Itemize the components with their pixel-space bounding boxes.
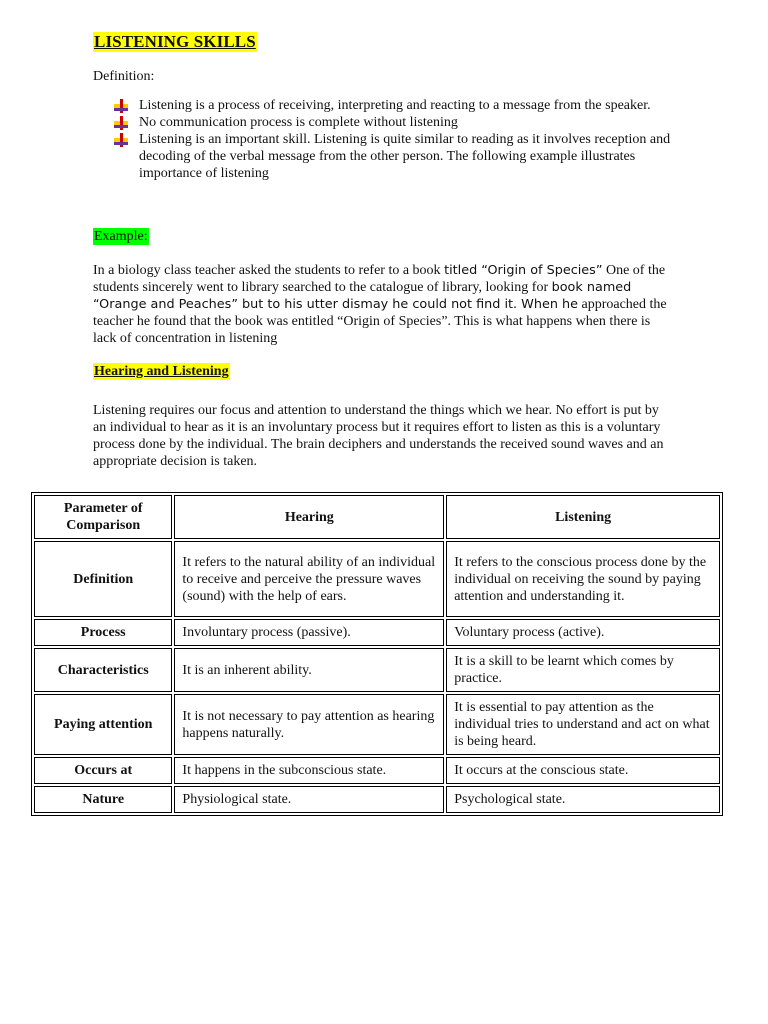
table-row — [34, 648, 720, 692]
table-parameter-cell: Process — [34, 619, 172, 646]
table-cell: Psychological state. — [446, 786, 720, 813]
table-header-row — [34, 495, 720, 539]
hearing-listening-paragraph: Listening requires our focus and attention to understand the things which we hear. No effort is put by an individual to hear as it is an involuntary process but it requires effort to listen as this is a voluntary process done by the individual. The brain deciphers and understands the received sound waves and an appropriate decision is taken. — [93, 403, 664, 469]
definition-label: Definition: — [93, 69, 155, 84]
example-text: approached the teacher he found that the book was entitled “Origin of Species”. This is what happens when there is lack of concentration in listening — [93, 297, 667, 346]
table-cell: Voluntary process (active). — [446, 619, 720, 646]
example-text-book-named: book named “Orange and Peaches” but to his utter dismay he could not find it — [93, 280, 632, 312]
table-cell: It is an inherent ability. — [174, 648, 444, 692]
table-parameter-cell: Nature — [34, 786, 172, 813]
table-row — [34, 757, 720, 784]
table-parameter-cell: Occurs at — [34, 757, 172, 784]
table-cell: It refers to the natural ability of an individual to receive and perceive the pressure waves (sound) with the help of ears. — [174, 541, 444, 617]
example-label: Example: — [94, 229, 148, 244]
table-row — [34, 786, 720, 813]
colored-cross-bullet-icon — [114, 99, 128, 113]
example-text: In a biology class teacher asked the students to refer to a book — [93, 263, 445, 278]
table-cell: It happens in the subconscious state. — [174, 757, 444, 784]
table-cell: It refers to the conscious process done by the individual on receiving the sound by paying attention and understanding it. — [446, 541, 720, 617]
list-item-text: Listening is a process of receiving, interpreting and reacting to a message from the speaker. — [139, 98, 651, 113]
example-paragraph — [93, 262, 668, 347]
definition-list — [114, 97, 674, 182]
table-cell: Physiological state. — [174, 786, 444, 813]
table-parameter-cell: Paying attention — [34, 694, 172, 755]
table-cell: Involuntary process (passive). — [174, 619, 444, 646]
example-text-when-he: . When he — [513, 297, 578, 312]
list-item-text: Listening is an important skill. Listening is quite similar to reading as it involves reception and decoding of the verbal message from the other person. The following example illustrates importance of listening — [139, 132, 671, 181]
table-cell: It occurs at the conscious state. — [446, 757, 720, 784]
table-cell: It is not necessary to pay attention as hearing happens naturally. — [174, 694, 444, 755]
colored-cross-bullet-icon — [114, 133, 128, 147]
page-title: LISTENING SKILLS — [94, 32, 256, 51]
table-parameter-cell: Definition — [34, 541, 172, 617]
table-cell: It is essential to pay attention as the individual tries to understand and act on what is being heard. — [446, 694, 720, 755]
table-parameter-cell: Characteristics — [34, 648, 172, 692]
list-item — [114, 114, 674, 131]
example-text: One of the students sincerely went to library searched to the catalogue of library, looking for — [93, 263, 666, 295]
table-header-cell: Parameter of Comparison — [34, 495, 172, 539]
table-cell: It is a skill to be learnt which comes by practice. — [446, 648, 720, 692]
colored-cross-bullet-icon — [114, 116, 128, 130]
comparison-table — [31, 492, 723, 816]
table-row — [34, 541, 720, 617]
list-item-text: No communication process is complete without listening — [139, 115, 458, 130]
table-header-cell: Listening — [446, 495, 720, 539]
list-item — [114, 97, 674, 114]
table-row — [34, 694, 720, 755]
table-row — [34, 619, 720, 646]
list-item — [114, 131, 674, 182]
table-header-cell: Hearing — [174, 495, 444, 539]
example-text-book-title: titled “Origin of Species” — [444, 263, 603, 278]
section-heading: Hearing and Listening — [94, 364, 229, 379]
